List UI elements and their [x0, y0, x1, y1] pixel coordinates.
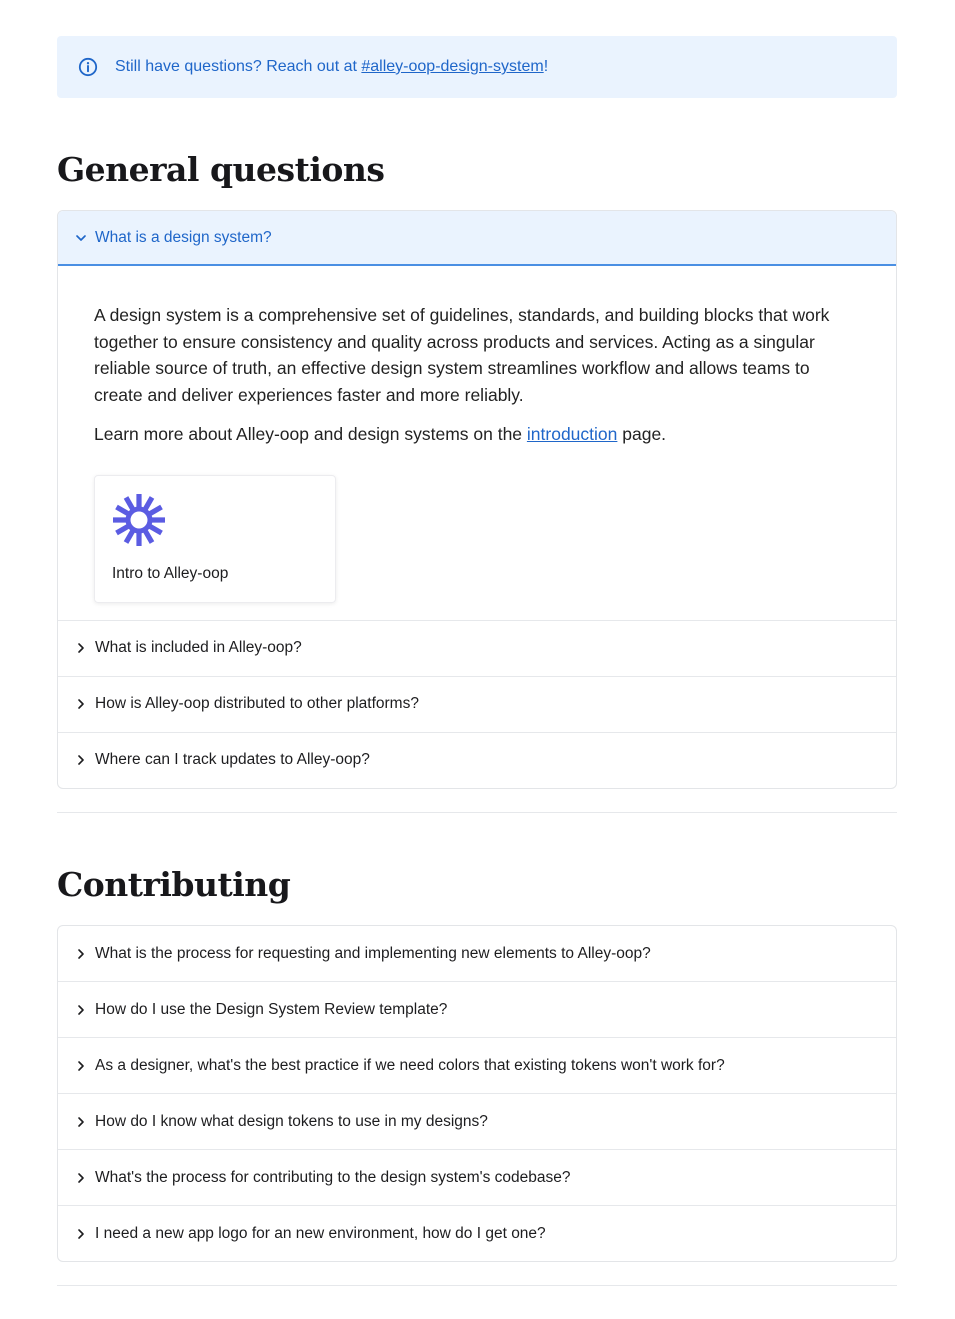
accordion-item — [58, 1206, 896, 1261]
accordion-question: What is the process for requesting and implementing new elements to Alley-oop? — [95, 944, 651, 962]
accordion-header[interactable] — [58, 621, 896, 676]
chevron-right-icon — [74, 1115, 88, 1129]
section-divider — [57, 812, 897, 813]
card-label: Intro to Alley-oop — [112, 564, 229, 582]
accordion-header-what-is-design-system[interactable] — [58, 211, 896, 266]
chevron-right-icon — [74, 641, 88, 655]
accordion-question: How is Alley-oop distributed to other platforms? — [95, 695, 419, 712]
chevron-right-icon — [74, 1003, 88, 1017]
accordion-item-open — [58, 211, 896, 621]
accordion-question: As a designer, what's the best practice if we need colors that existing tokens won't work for? — [95, 1056, 725, 1074]
accordion-item — [58, 677, 896, 733]
learn-more-text: Learn more about Alley-oop and design systems on the introduction page. — [94, 424, 667, 444]
accordion-item — [58, 926, 896, 982]
accordion-item — [58, 621, 896, 677]
chevron-right-icon — [74, 1059, 88, 1073]
accordion-question: I need a new app logo for an new environment, how do I get one? — [95, 1224, 546, 1242]
intro-card[interactable] — [94, 475, 336, 603]
accordion-header[interactable] — [58, 1206, 896, 1261]
contributing-accordion — [57, 925, 897, 1262]
accordion-header[interactable] — [58, 1038, 896, 1093]
chevron-right-icon — [74, 697, 88, 711]
accordion-header[interactable] — [58, 733, 896, 788]
accordion-header[interactable] — [58, 1094, 896, 1149]
accordion-item — [58, 982, 896, 1038]
chevron-right-icon — [74, 1171, 88, 1185]
accordion-question: Where can I track updates to Alley-oop? — [95, 751, 370, 768]
chevron-right-icon — [74, 1227, 88, 1241]
accordion-question: What is included in Alley-oop? — [95, 639, 302, 656]
faq-page — [57, 36, 897, 1242]
accordion-question: How do I know what design tokens to use in my designs? — [95, 1112, 488, 1130]
accordion-item — [58, 1150, 896, 1206]
chevron-right-icon — [74, 753, 88, 767]
accordion-header[interactable] — [58, 926, 896, 981]
info-icon — [78, 57, 98, 77]
chevron-right-icon — [74, 947, 88, 961]
introduction-link[interactable]: introduction — [526, 424, 618, 444]
contributing-heading: Contributing — [57, 865, 291, 904]
help-banner — [57, 36, 897, 98]
accordion-item — [58, 733, 896, 788]
accordion-question: What is a design system? — [95, 228, 272, 246]
accordion-header[interactable] — [58, 1150, 896, 1205]
accordion-item — [58, 1038, 896, 1094]
general-questions-heading: General questions — [57, 150, 385, 189]
answer-paragraph: A design system is a comprehensive set of guidelines, standards, and building blocks that work together to ensure consistency and quality across products and services. Acting as a singular reliable source of truth, an effective design system streamlines workflow and allows teams to create and deliver experiences faster and more reliably. — [94, 305, 830, 405]
accordion-header[interactable] — [58, 982, 896, 1037]
general-questions-accordion — [57, 210, 897, 789]
accordion-panel — [58, 266, 896, 620]
accordion-header[interactable] — [58, 677, 896, 732]
section-divider — [57, 1285, 897, 1286]
accordion-question: How do I use the Design System Review template? — [95, 1000, 448, 1018]
accordion-question: What's the process for contributing to the design system's codebase? — [95, 1168, 571, 1186]
accordion-item — [58, 1094, 896, 1150]
alley-oop-logo-icon — [112, 493, 166, 547]
banner-text: Still have questions? Reach out at #alley-oop-design-system! — [115, 58, 549, 75]
chevron-down-icon — [74, 231, 88, 245]
slack-channel-link[interactable]: #alley-oop-design-system — [361, 58, 544, 75]
